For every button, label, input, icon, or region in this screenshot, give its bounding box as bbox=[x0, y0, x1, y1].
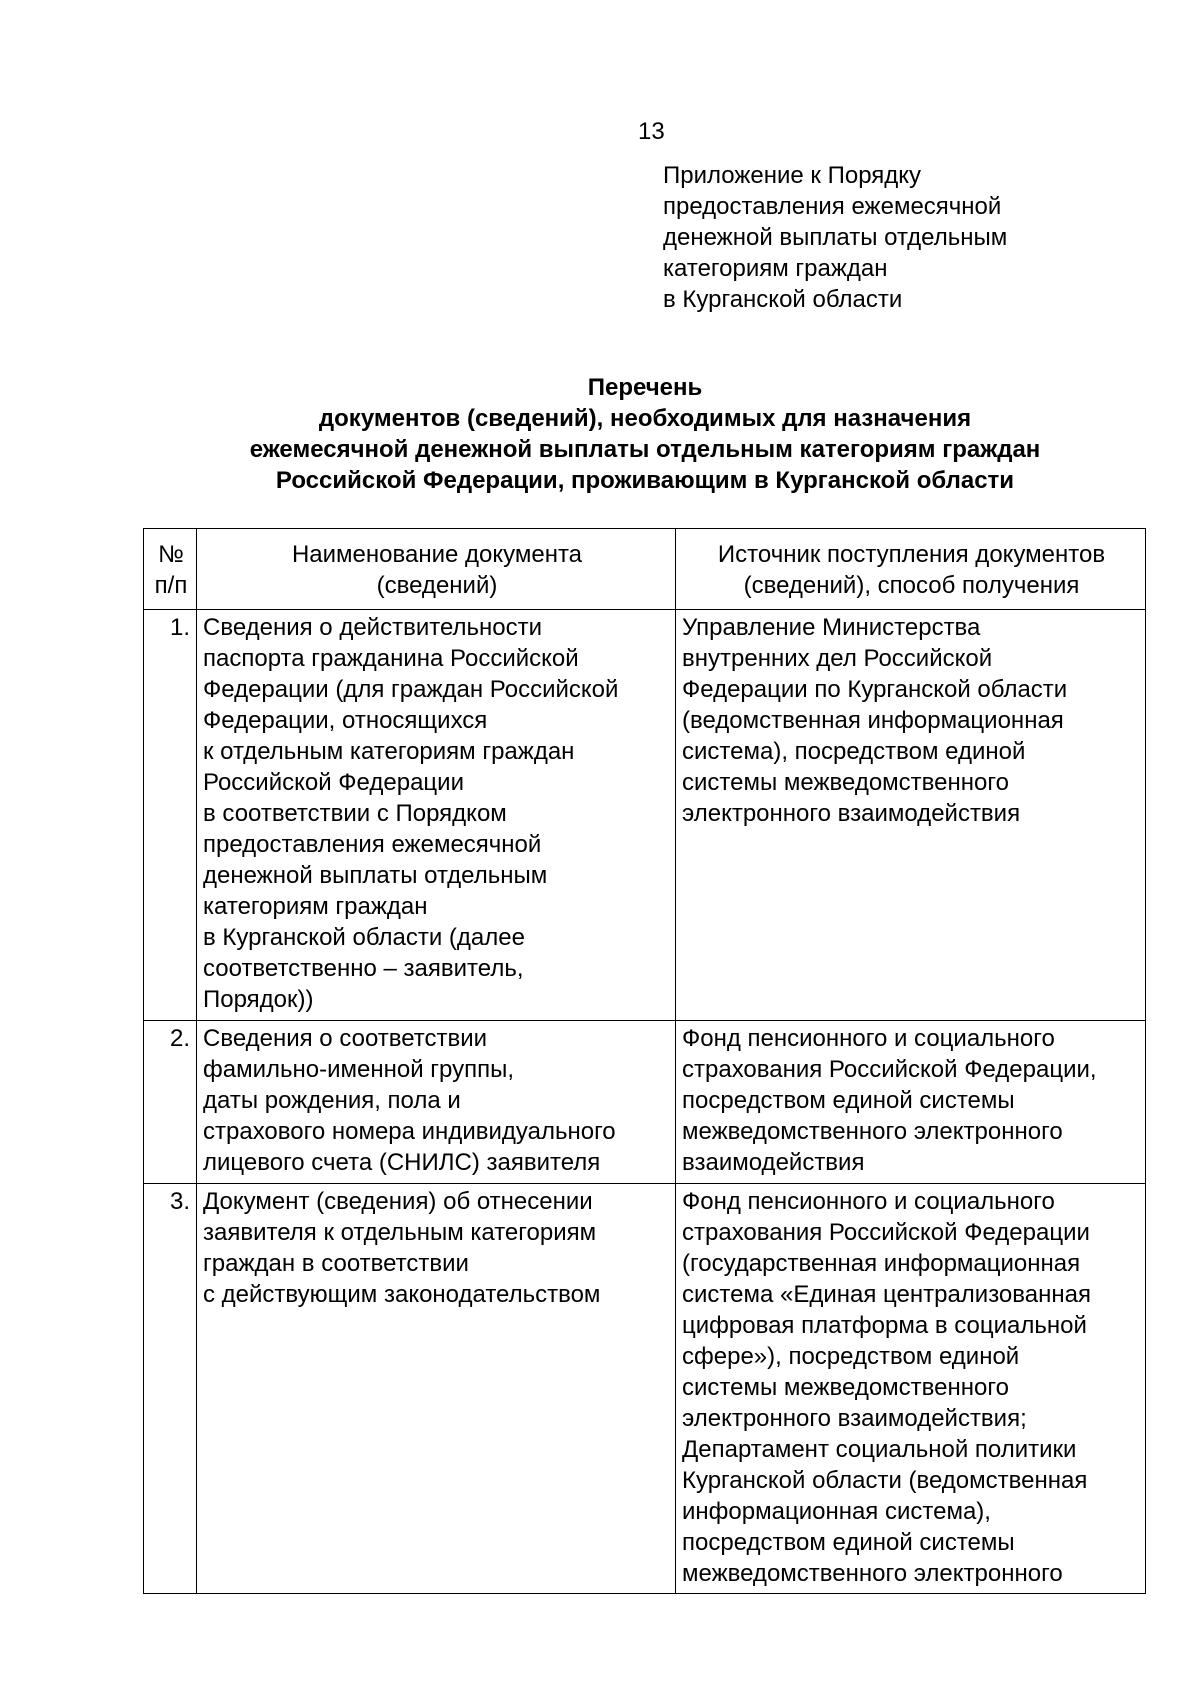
cell-line: страхового номера индивидуального bbox=[203, 1118, 616, 1145]
title-line: ежемесячной денежной выплаты отдельным категориям граждан bbox=[249, 436, 1041, 463]
cell-line: заявителя к отдельным категориям bbox=[203, 1219, 597, 1246]
cell-line: сфере»), посредством единой bbox=[682, 1343, 1020, 1370]
cell-line: даты рождения, пола и bbox=[203, 1087, 461, 1114]
header-num-line: № bbox=[158, 541, 184, 568]
appendix-line: категориям граждан bbox=[663, 255, 888, 282]
cell-line: система), посредством единой bbox=[682, 738, 1026, 765]
cell-line: в Курганской области (далее bbox=[203, 924, 525, 951]
cell-line: (ведомственная информационная bbox=[682, 707, 1064, 734]
title-line: Российской Федерации, проживающим в Курганской области bbox=[275, 467, 1015, 494]
cell-line: системы межведомственного bbox=[682, 769, 1009, 796]
appendix-line: денежной выплаты отдельным bbox=[663, 224, 1008, 251]
header-name-line: (сведений) bbox=[376, 572, 498, 599]
title-line: Перечень bbox=[587, 374, 703, 401]
cell-line: Порядок)) bbox=[203, 986, 314, 1013]
table-row bbox=[144, 1184, 1146, 1594]
document-source-cell bbox=[676, 610, 1146, 1021]
cell-line: система «Единая централизованная bbox=[682, 1281, 1091, 1308]
table-row bbox=[144, 610, 1146, 1021]
cell-line: межведомственного электронного bbox=[682, 1118, 1063, 1145]
cell-line: в соответствии с Порядком bbox=[203, 800, 507, 827]
cell-line: посредством единой системы bbox=[682, 1087, 1015, 1114]
cell-line: категориям граждан bbox=[203, 893, 428, 920]
appendix-line: Приложение к Порядку bbox=[663, 162, 922, 189]
header-source bbox=[676, 529, 1146, 610]
row-number: 2. bbox=[144, 1021, 197, 1184]
cell-line: внутренних дел Российской bbox=[682, 645, 993, 672]
appendix-note bbox=[663, 160, 1007, 315]
cell-line: денежной выплаты отдельным bbox=[203, 862, 548, 889]
appendix-line: в Курганской области bbox=[663, 286, 903, 313]
cell-line: Федерации по Курганской области bbox=[682, 676, 1068, 703]
cell-line: Управление Министерства bbox=[682, 614, 981, 641]
cell-line: Сведения о соответствии bbox=[203, 1025, 488, 1052]
cell-line: Фонд пенсионного и социального bbox=[682, 1025, 1055, 1052]
cell-line: посредством единой системы bbox=[682, 1529, 1015, 1556]
header-source-line: Источник поступления документов bbox=[717, 541, 1106, 568]
header-num bbox=[144, 529, 197, 610]
cell-line: взаимодействия bbox=[682, 1149, 865, 1176]
cell-line: Документ (сведения) об отнесении bbox=[203, 1188, 593, 1215]
table-row bbox=[144, 1021, 1146, 1184]
cell-line: к отдельным категориям граждан bbox=[203, 738, 575, 765]
header-source-line: (сведений), способ получения bbox=[743, 572, 1080, 599]
cell-line: страхования Российской Федерации, bbox=[682, 1056, 1097, 1083]
document-title bbox=[0, 372, 1200, 496]
cell-line: страхования Российской Федерации bbox=[682, 1219, 1090, 1246]
cell-line: Курганской области (ведомственная bbox=[682, 1467, 1088, 1494]
document-source-cell bbox=[676, 1184, 1146, 1594]
cell-line: лицевого счета (СНИЛС) заявителя bbox=[203, 1149, 601, 1176]
cell-line: граждан в соответствии bbox=[203, 1250, 469, 1277]
cell-line: Российской Федерации bbox=[203, 769, 464, 796]
cell-line: межведомственного электронного bbox=[682, 1560, 1063, 1587]
cell-line: фамильно-именной группы, bbox=[203, 1056, 515, 1083]
header-name bbox=[197, 529, 676, 610]
document-name-cell bbox=[197, 610, 676, 1021]
cell-line: Фонд пенсионного и социального bbox=[682, 1188, 1055, 1215]
cell-line: цифровая платформа в социальной bbox=[682, 1312, 1087, 1339]
row-number: 3. bbox=[144, 1184, 197, 1594]
header-name-line: Наименование документа bbox=[291, 541, 583, 568]
document-name-cell bbox=[197, 1184, 676, 1594]
cell-line: с действующим законодательством bbox=[203, 1281, 601, 1308]
cell-line: Федерации, относящихся bbox=[203, 707, 488, 734]
cell-line: электронного взаимодействия bbox=[682, 800, 1021, 827]
cell-line: Департамент социальной политики bbox=[682, 1436, 1077, 1463]
cell-line: соответственно – заявитель, bbox=[203, 955, 524, 982]
cell-line: предоставления ежемесячной bbox=[203, 831, 542, 858]
page-number: 13 bbox=[638, 118, 665, 145]
cell-line: паспорта гражданина Российской bbox=[203, 645, 579, 672]
appendix-line: предоставления ежемесячной bbox=[663, 193, 1002, 220]
document-name-cell bbox=[197, 1021, 676, 1184]
cell-line: (государственная информационная bbox=[682, 1250, 1081, 1277]
cell-line: Сведения о действительности bbox=[203, 614, 543, 641]
cell-line: информационная система), bbox=[682, 1498, 991, 1525]
header-num-line: п/п bbox=[154, 572, 188, 599]
cell-line: Федерации (для граждан Российской bbox=[203, 676, 619, 703]
table-header-row bbox=[144, 529, 1146, 610]
row-number: 1. bbox=[144, 610, 197, 1021]
cell-line: электронного взаимодействия; bbox=[682, 1405, 1027, 1432]
document-source-cell bbox=[676, 1021, 1146, 1184]
cell-line: системы межведомственного bbox=[682, 1374, 1009, 1401]
documents-table bbox=[143, 528, 1146, 1594]
title-line: документов (сведений), необходимых для назначения bbox=[318, 405, 972, 432]
